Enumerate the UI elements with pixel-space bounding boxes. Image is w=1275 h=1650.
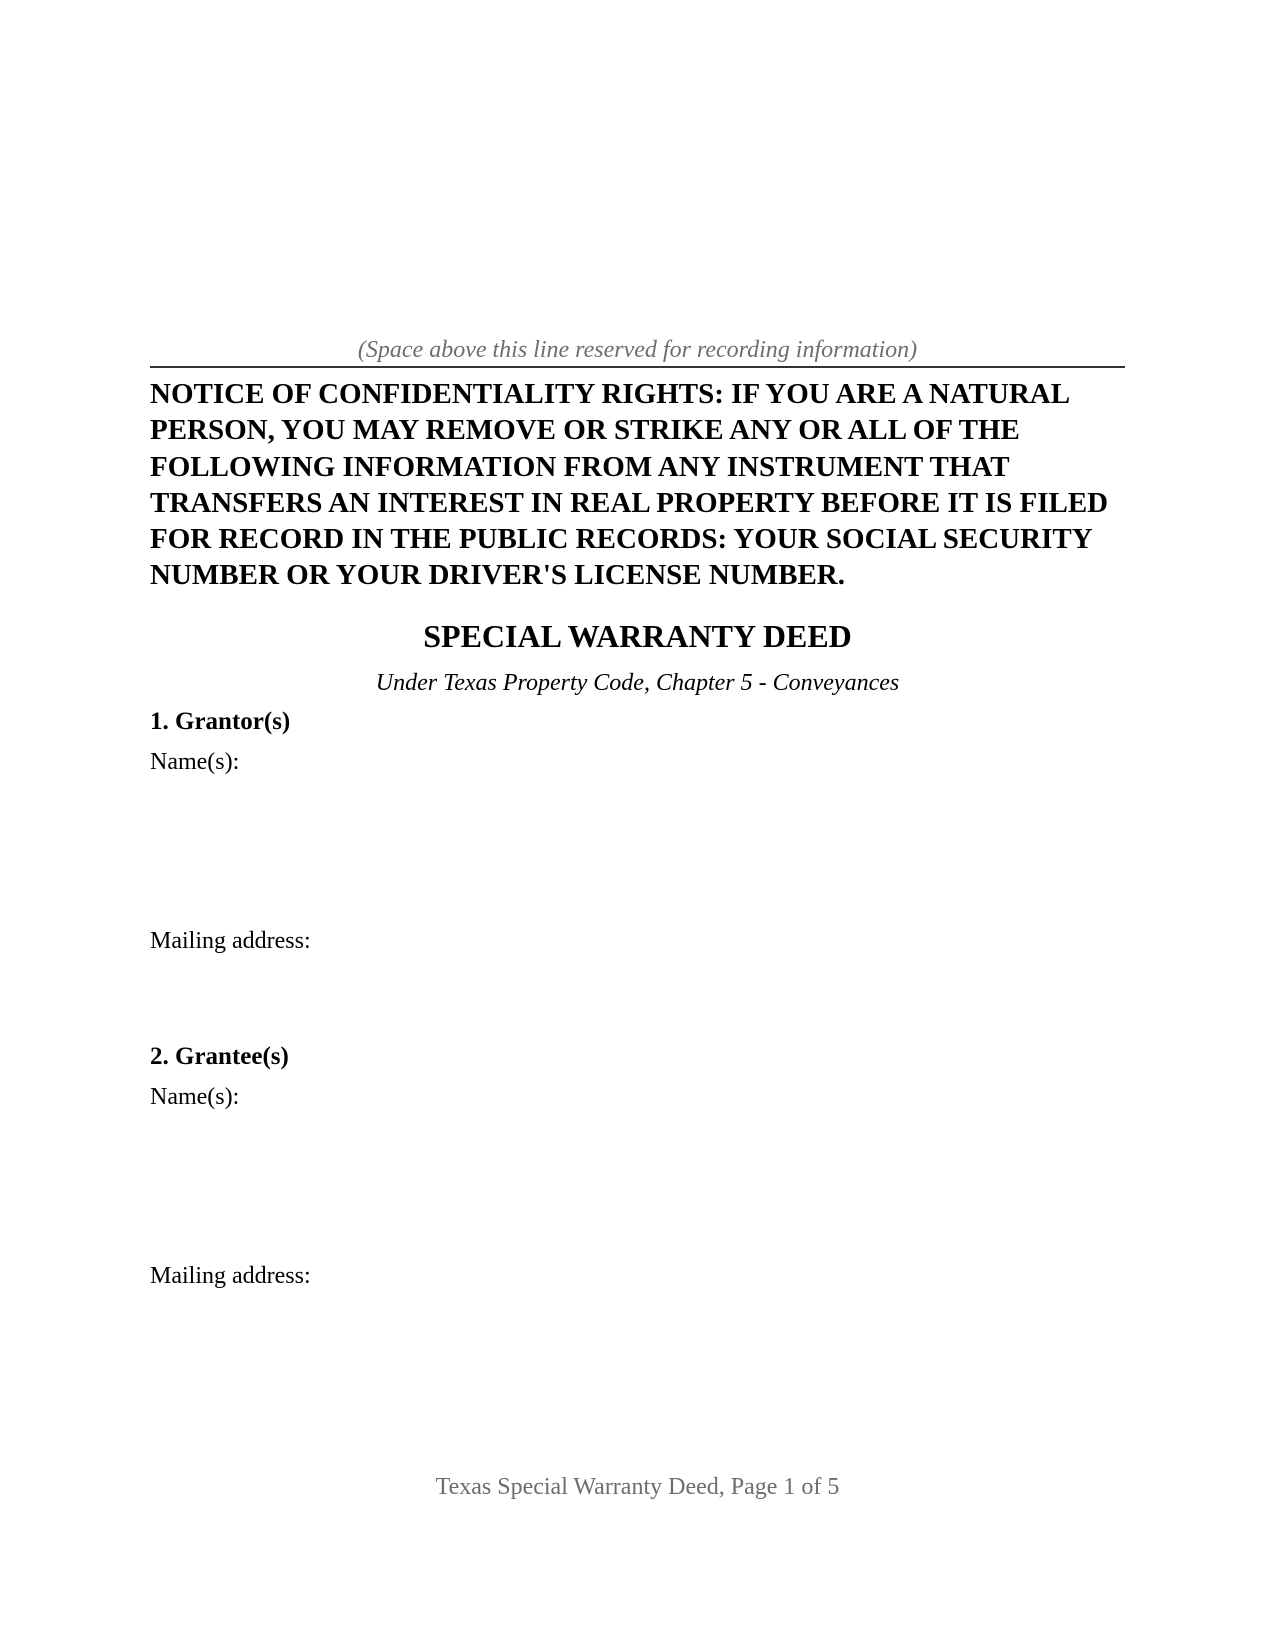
grantor-names-label: Name(s): xyxy=(150,749,240,775)
page-footer: Texas Special Warranty Deed, Page 1 of 5 xyxy=(435,1474,840,1500)
grantee-address-label: Mailing address: xyxy=(150,1263,311,1289)
grantor-address-label: Mailing address: xyxy=(150,928,311,954)
document-title: SPECIAL WARRANTY DEED xyxy=(423,618,852,654)
grantor-heading: 1. Grantor(s) xyxy=(150,708,291,735)
document-subtitle: Under Texas Property Code, Chapter 5 - Conveyances xyxy=(375,670,900,696)
grantee-names-label: Name(s): xyxy=(150,1084,240,1110)
recording-note: (Space above this line reserved for recording information) xyxy=(357,337,918,363)
grantee-heading: 2. Grantee(s) xyxy=(150,1043,289,1070)
document-page xyxy=(150,0,1125,1650)
confidentiality-notice: NOTICE OF CONFIDENTIALITY RIGHTS: IF YOU ARE A NATURAL PERSON, YOU MAY REMOVE OR STRIKE ANY OR ALL OF THE FOLLOWING INFORMATION FROM ANY INSTRUMENT THAT TRANSFERS AN INTEREST IN REAL PROPERTY BEFORE IT IS FILED FOR RECORD IN THE PUBLIC RECORDS: YOUR SOCIAL SECURITY NUMBER OR YOUR DRIVER'S LICENSE NUMBER. xyxy=(150,378,1109,592)
recording-divider xyxy=(150,366,1125,368)
